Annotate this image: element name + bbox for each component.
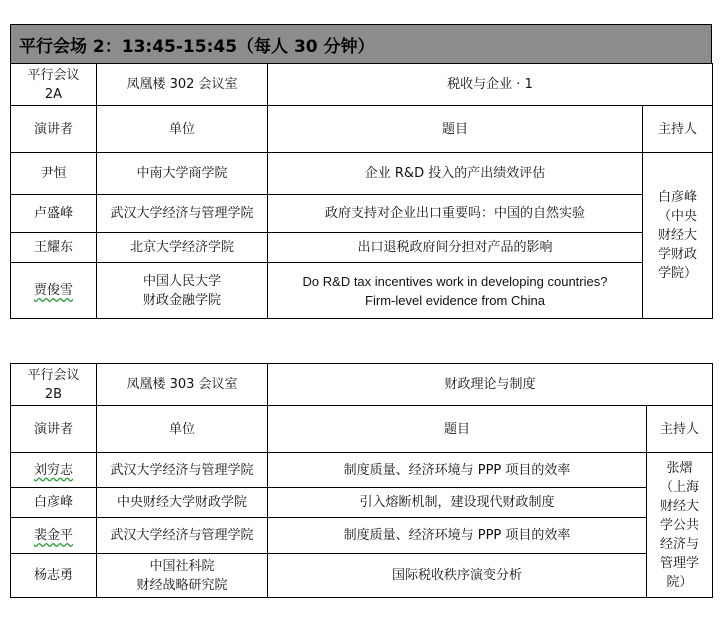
speaker-unit: 北京大学经济学院 [97, 233, 268, 263]
speaker-name: 杨志勇 [11, 554, 97, 598]
session-2a-name: 平行会议 2A [11, 64, 97, 106]
session-2b-table [10, 363, 713, 598]
session-2a-column-headers [11, 106, 713, 153]
table-row [11, 488, 713, 518]
session-2b-room: 凤凰楼 303 会议室 [97, 364, 268, 406]
col-header-unit: 单位 [97, 106, 268, 153]
col-header-host: 主持人 [643, 106, 713, 153]
session-title-bar [10, 24, 712, 64]
speaker-unit: 中南大学商学院 [97, 153, 268, 195]
talk-topic: 制度质量、经济环境与 PPP 项目的效率 [268, 453, 647, 488]
talk-topic: Do R&D tax incentives work in developing countries? Firm-level evidence from China [268, 263, 643, 319]
table-row [11, 518, 713, 554]
session-2a-room: 凤凰楼 302 会议室 [97, 64, 268, 106]
col-header-topic: 题目 [268, 406, 647, 453]
session-2b-theme: 财政理论与制度 [268, 364, 713, 406]
speaker-name [11, 453, 97, 488]
col-header-speaker: 演讲者 [11, 406, 97, 453]
speaker-unit: 武汉大学经济与管理学院 [97, 195, 268, 233]
table-row [11, 195, 713, 233]
talk-topic: 企业 R&D 投入的产出绩效评估 [268, 153, 643, 195]
session-2b-host: 张熠 （上海 财经大 学公共 经济与 管理学 院） [647, 453, 713, 598]
talk-topic: 政府支持对企业出口重要吗：中国的自然实验 [268, 195, 643, 233]
table-row [11, 554, 713, 598]
speaker-unit: 武汉大学经济与管理学院 [97, 453, 268, 488]
session-2b-name: 平行会议 2B [11, 364, 97, 406]
talk-topic: 制度质量、经济环境与 PPP 项目的效率 [268, 518, 647, 554]
session-2b-header-row [11, 364, 713, 406]
table-row [11, 153, 713, 195]
speaker-name [11, 263, 97, 319]
speaker-name: 王耀东 [11, 233, 97, 263]
speaker-name-text: 裴金平 [33, 528, 73, 543]
speaker-unit: 中国社科院 财经战略研究院 [97, 554, 268, 598]
session-2a-host: 白彦峰 （中央 财经大 学财政 学院） [643, 153, 713, 319]
speaker-name: 尹恒 [11, 153, 97, 195]
speaker-name-text: 贾俊雪 [33, 283, 73, 298]
table-row [11, 453, 713, 488]
col-header-speaker: 演讲者 [11, 106, 97, 153]
speaker-unit: 中央财经大学财政学院 [97, 488, 268, 518]
talk-topic: 引入熔断机制，建设现代财政制度 [268, 488, 647, 518]
speaker-name-text: 刘穷志 [33, 462, 73, 478]
table-row [11, 263, 713, 319]
col-header-topic: 题目 [268, 106, 643, 153]
col-header-host: 主持人 [647, 406, 713, 453]
speaker-name: 白彦峰 [11, 488, 97, 518]
talk-topic: 出口退税政府间分担对产品的影响 [268, 233, 643, 263]
speaker-unit: 中国人民大学 财政金融学院 [97, 263, 268, 319]
session-title: 平行会场 2：13:45-15:45（每人 30 分钟） [19, 36, 375, 57]
session-2a-theme: 税收与企业 · 1 [268, 64, 713, 106]
speaker-name [11, 518, 97, 554]
session-2b-column-headers [11, 406, 713, 453]
speaker-unit: 武汉大学经济与管理学院 [97, 518, 268, 554]
speaker-name: 卢盛峰 [11, 195, 97, 233]
talk-topic: 国际税收秩序演变分析 [268, 554, 647, 598]
session-2a-table [10, 63, 713, 319]
session-2a-header-row [11, 64, 713, 106]
col-header-unit: 单位 [97, 406, 268, 453]
table-row [11, 233, 713, 263]
